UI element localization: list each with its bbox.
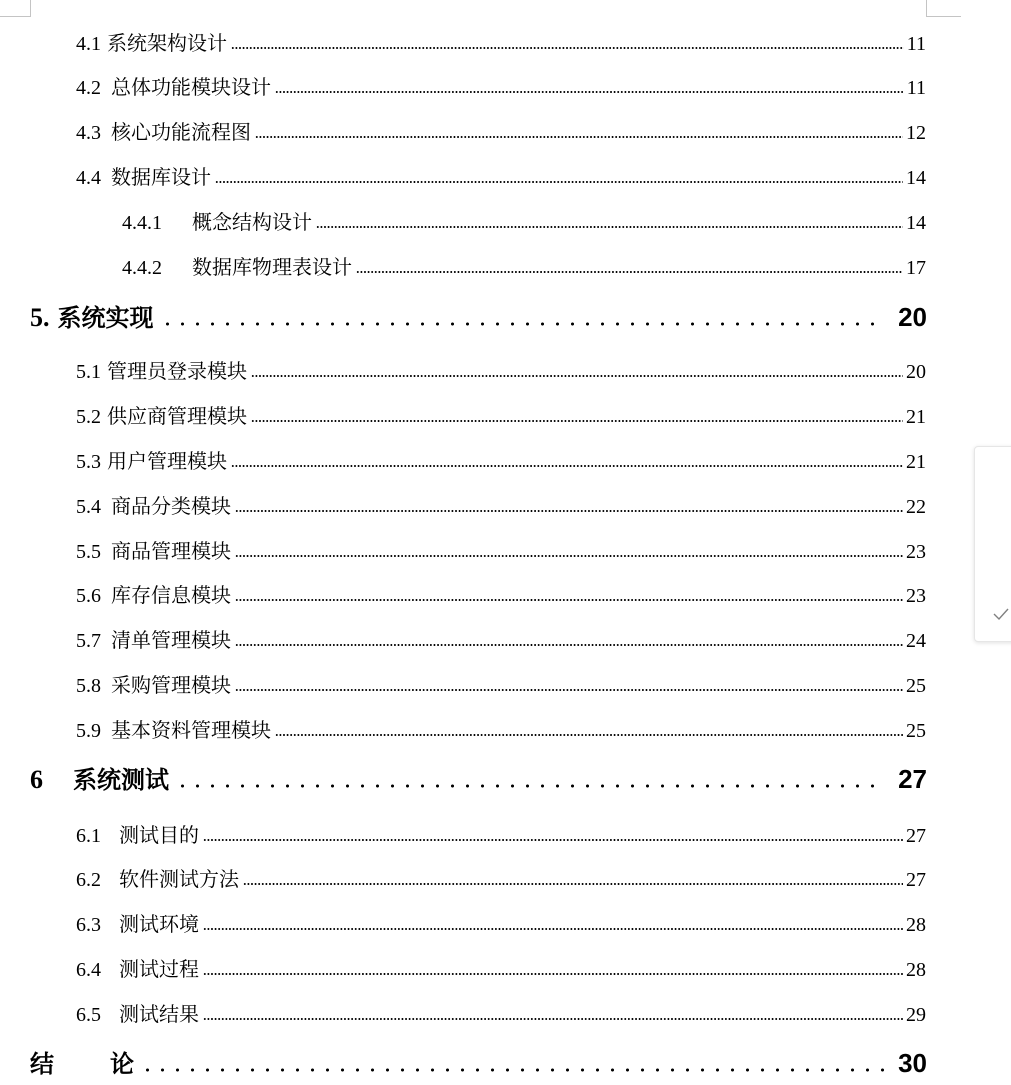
toc-entry-number: 5.9 [76, 720, 101, 742]
toc-entry-label [76, 445, 227, 474]
toc-entry-title: 采购管理模块 [111, 673, 231, 697]
toc-entry-page: 11 [906, 77, 926, 99]
toc-entry[interactable] [76, 116, 926, 144]
toc-entry-number: 4.1 [76, 33, 101, 55]
toc-entry-label [30, 298, 154, 333]
dot-leader [255, 136, 903, 138]
toc-entry[interactable] [76, 624, 926, 652]
floating-side-panel[interactable] [974, 446, 1011, 642]
toc-entry-page: 29 [906, 1004, 926, 1026]
toc-entry-page: 21 [906, 451, 926, 473]
toc-entry[interactable] [76, 998, 926, 1026]
toc-entry-label [76, 71, 271, 100]
toc-entry-title: 测试结果 [119, 1002, 199, 1026]
toc-entry-page: 27 [906, 825, 926, 847]
dot-leader [243, 883, 903, 885]
toc-entry-page: 11 [906, 33, 926, 55]
toc-entry-title: 系统实现 [57, 304, 154, 332]
dot-leader [140, 1068, 886, 1072]
toc-entry-number: 4.3 [76, 122, 101, 144]
toc-entry[interactable] [76, 71, 926, 99]
toc-entry-page: 14 [906, 212, 926, 234]
toc-entry-label [76, 579, 231, 608]
toc-entry-title: 库存信息模块 [111, 583, 231, 607]
dot-leader [231, 465, 903, 467]
toc-entry-number: 4.2 [76, 77, 101, 99]
toc-entry-label [76, 714, 271, 743]
dot-leader [203, 973, 903, 975]
dot-leader [275, 91, 904, 93]
toc-entry-page: 28 [906, 959, 926, 981]
dot-leader [215, 181, 903, 183]
toc-entry-page: 21 [906, 406, 926, 428]
dot-leader [203, 839, 903, 841]
toc-entry-page: 22 [906, 496, 926, 518]
toc-entry-title: 商品分类模块 [111, 494, 231, 518]
toc-entry-title: 核心功能流程图 [111, 120, 251, 144]
toc-entry-page: 14 [906, 167, 926, 189]
toc-entry-label [76, 161, 211, 190]
toc-entry-number: 6.5 [76, 1004, 101, 1026]
toc-entry-page: 24 [906, 630, 926, 652]
toc-entry-label [76, 863, 239, 892]
dot-leader [175, 784, 886, 788]
toc-entry[interactable] [76, 908, 926, 936]
toc-entry-title: 基本资料管理模块 [111, 718, 271, 742]
toc-entry-number: 6.2 [76, 869, 101, 891]
dot-leader [251, 420, 903, 422]
toc-entry[interactable] [76, 27, 926, 55]
toc-entry-page: 25 [906, 675, 926, 697]
toc-entry-label [76, 355, 247, 384]
toc-entry[interactable] [76, 161, 926, 189]
toc-entry-number: 5. [30, 303, 50, 332]
toc-entry-label [76, 819, 199, 848]
dot-leader [356, 271, 903, 273]
toc-entry-page: 23 [906, 541, 926, 563]
toc-entry[interactable] [76, 445, 926, 473]
toc-entry-title: 测试环境 [119, 912, 199, 936]
toc-entry-title: 商品管理模块 [111, 539, 231, 563]
toc-entry-title: 总体功能模块设计 [111, 75, 271, 99]
toc-entry-label [76, 998, 199, 1027]
dot-leader [251, 375, 903, 377]
toc-entry[interactable] [76, 579, 926, 607]
dot-leader [203, 928, 903, 930]
toc-entry-title: 供应商管理模块 [107, 404, 247, 428]
toc-entry-page: 27 [906, 869, 926, 891]
toc-entry-label [76, 908, 199, 937]
toc-entry-label [76, 400, 247, 429]
toc-entry-number: 5.5 [76, 541, 101, 563]
toc-entry-title: 论 [110, 1050, 134, 1078]
dot-leader [316, 226, 903, 228]
toc-entry-page: 25 [906, 720, 926, 742]
toc-entry[interactable] [76, 669, 926, 697]
toc-entry-number: 4.4.2 [122, 257, 162, 279]
toc-entry-title: 系统测试 [73, 766, 169, 794]
dot-leader [235, 510, 903, 512]
toc-entry-page: 23 [906, 585, 926, 607]
toc-entry-number: 5.1 [76, 361, 101, 383]
toc-entry[interactable] [76, 863, 926, 891]
toc-entry-number: 6.1 [76, 825, 101, 847]
toc-entry-title: 测试目的 [119, 823, 199, 847]
toc-entry-title: 数据库设计 [111, 165, 211, 189]
dot-leader [235, 555, 903, 557]
toc-entry-number: 5.7 [76, 630, 101, 652]
toc-entry-label [76, 535, 231, 564]
toc-entry-label [76, 27, 227, 56]
toc-chapter-entry[interactable] [30, 760, 927, 794]
toc-entry-title: 数据库物理表设计 [192, 255, 352, 279]
toc-entry-title: 测试过程 [119, 957, 199, 981]
toc-entry-label [76, 624, 231, 653]
toc-entry-number: 5.4 [76, 496, 101, 518]
toc-entry-label [76, 490, 231, 519]
toc-entry-label [76, 953, 199, 982]
toc-entry-title: 系统架构设计 [107, 31, 227, 55]
toc-entry-title: 软件测试方法 [119, 867, 239, 891]
dot-leader [203, 1018, 903, 1020]
toc-entry-label [76, 116, 251, 145]
toc-entry-number: 6.3 [76, 914, 101, 936]
toc-entry-number: 4.4 [76, 167, 101, 189]
toc-entry-label [122, 251, 352, 280]
toc-entry-number: 6 [30, 765, 43, 794]
dot-leader [160, 322, 887, 326]
toc-entry-number: 5.3 [76, 451, 101, 473]
toc-entry-title: 管理员登录模块 [107, 359, 247, 383]
toc-entry[interactable] [122, 251, 926, 279]
crop-mark-top-right [926, 0, 961, 17]
dot-leader [235, 599, 903, 601]
crop-mark-top-left [0, 0, 31, 17]
toc-entry-label [76, 669, 231, 698]
toc-entry[interactable] [76, 819, 926, 847]
toc-entry[interactable] [76, 953, 926, 981]
toc-entry[interactable] [76, 714, 926, 742]
toc-entry-page: 20 [898, 302, 927, 332]
toc-entry-page: 17 [906, 257, 926, 279]
toc-entry-page: 30 [898, 1048, 927, 1078]
toc-entry[interactable] [76, 400, 926, 428]
toc-entry-title: 概念结构设计 [192, 210, 312, 234]
toc-entry[interactable] [76, 535, 926, 563]
toc-entry-label [122, 206, 312, 235]
toc-entry-page: 20 [906, 361, 926, 383]
toc-entry[interactable] [122, 206, 926, 234]
dot-leader [231, 47, 904, 49]
toc-entry-number: 5.6 [76, 585, 101, 607]
toc-entry[interactable] [76, 490, 926, 518]
toc-entry-title: 清单管理模块 [111, 628, 231, 652]
toc-entry-label [30, 760, 169, 795]
check-icon[interactable] [993, 607, 1009, 621]
toc-entry-number: 结 [30, 1050, 54, 1078]
toc-entry-title: 用户管理模块 [107, 449, 227, 473]
toc-entry-number: 6.4 [76, 959, 101, 981]
toc-chapter-entry[interactable] [30, 1044, 927, 1078]
toc-entry-label [30, 1044, 134, 1079]
toc-entry[interactable] [76, 355, 926, 383]
dot-leader [235, 644, 903, 646]
toc-entry-page: 28 [906, 914, 926, 936]
toc-entry-page: 12 [906, 122, 926, 144]
dot-leader [275, 734, 903, 736]
toc-entry-page: 27 [898, 764, 927, 794]
toc-entry-number: 5.2 [76, 406, 101, 428]
toc-entry-number: 5.8 [76, 675, 101, 697]
toc-chapter-entry[interactable] [30, 298, 927, 332]
dot-leader [235, 689, 903, 691]
toc-entry-number: 4.4.1 [122, 212, 162, 234]
